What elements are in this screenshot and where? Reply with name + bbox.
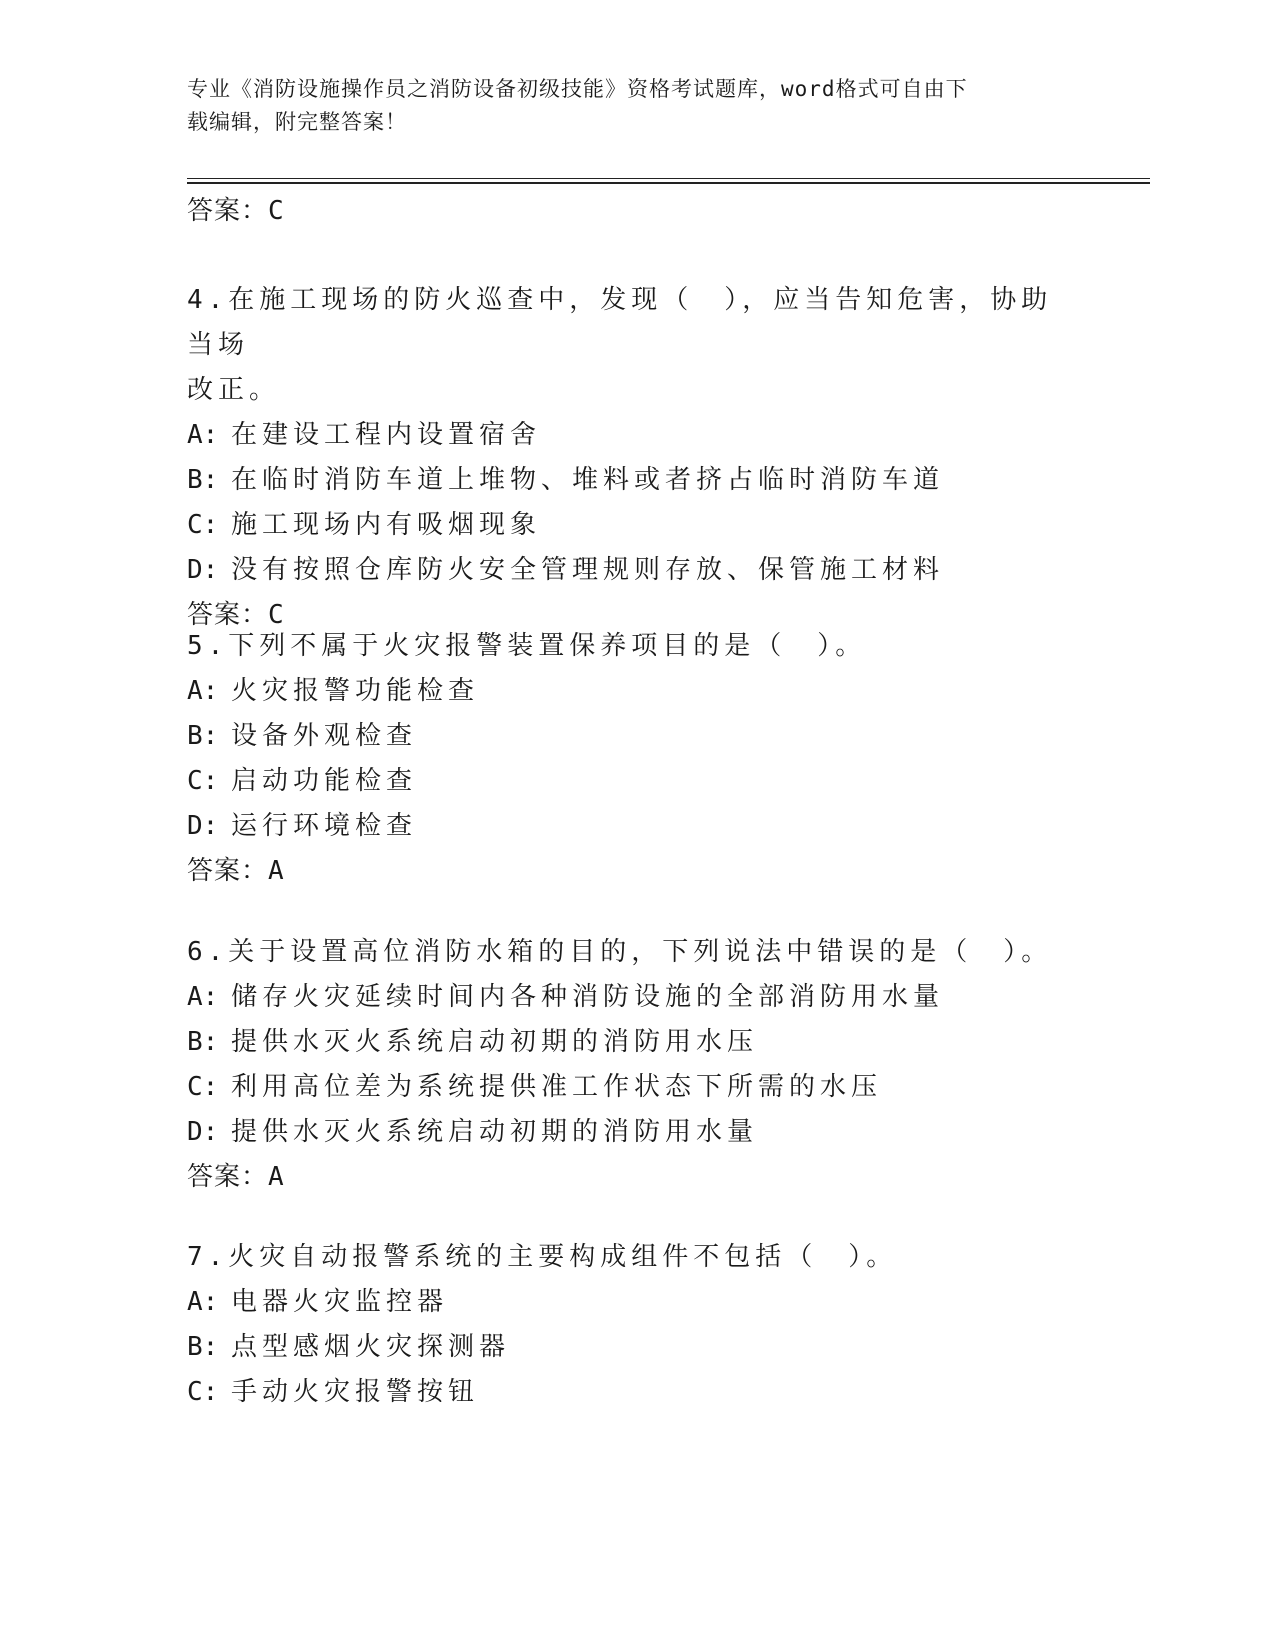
option-key: A: — [187, 420, 219, 450]
option-key: C: — [187, 510, 219, 540]
question-stem: 6.关于设置高位消防水箱的目的，下列说法中错误的是（ ）。 — [187, 937, 1053, 967]
option-text: 启动功能检查 — [231, 766, 418, 796]
answer: 答案：A — [187, 1162, 285, 1192]
page-header — [187, 73, 1087, 139]
question-7 — [187, 1235, 1067, 1415]
option-a — [187, 669, 1067, 714]
option-a — [187, 1280, 1067, 1325]
option-text: 火灾报警功能检查 — [231, 676, 480, 706]
option-key: B: — [187, 1027, 219, 1057]
option-text: 设备外观检查 — [231, 721, 418, 751]
question-stem: 4.在施工现场的防火巡查中，发现（ ），应当告知危害，协助当场 — [187, 285, 1053, 360]
option-key: D: — [187, 1117, 219, 1147]
option-text: 没有按照仓库防火安全管理规则存放、保管施工材料 — [231, 555, 945, 585]
option-b — [187, 1325, 1067, 1370]
option-text: 在临时消防车道上堆物、堆料或者挤占临时消防车道 — [231, 465, 945, 495]
option-text: 运行环境检查 — [231, 811, 418, 841]
answer: 答案：C — [187, 600, 285, 630]
option-key: C: — [187, 1072, 219, 1102]
option-text: 点型感烟火灾探测器 — [231, 1332, 511, 1362]
option-text: 施工现场内有吸烟现象 — [231, 510, 542, 540]
option-c — [187, 503, 1067, 548]
header-divider-thick — [187, 182, 1150, 184]
option-b — [187, 1020, 1067, 1065]
option-key: D: — [187, 555, 219, 585]
option-key: D: — [187, 811, 219, 841]
option-text: 提供水灭火系统启动初期的消防用水量 — [231, 1117, 759, 1147]
option-text: 在建设工程内设置宿舍 — [231, 420, 542, 450]
option-d — [187, 804, 1067, 849]
question-6 — [187, 930, 1067, 1200]
option-text: 利用高位差为系统提供准工作状态下所需的水压 — [231, 1072, 883, 1102]
option-c — [187, 759, 1067, 804]
option-key: C: — [187, 1377, 219, 1407]
option-text: 手动火灾报警按钮 — [231, 1377, 480, 1407]
option-d — [187, 1110, 1067, 1155]
option-key: B: — [187, 465, 219, 495]
option-key: A: — [187, 982, 219, 1012]
option-key: B: — [187, 1332, 219, 1362]
option-key: A: — [187, 1287, 219, 1317]
option-key: C: — [187, 766, 219, 796]
question-4 — [187, 278, 1067, 638]
option-b — [187, 458, 1067, 503]
option-b — [187, 714, 1067, 759]
option-key: B: — [187, 721, 219, 751]
option-text: 储存火灾延续时间内各种消防设施的全部消防用水量 — [231, 982, 945, 1012]
option-c — [187, 1065, 1067, 1110]
option-a — [187, 975, 1067, 1020]
option-text: 电器火灾监控器 — [231, 1287, 449, 1317]
header-line-2: 载编辑，附完整答案！ — [187, 110, 407, 134]
answer-previous-question: 答案：C — [187, 196, 285, 226]
question-5 — [187, 624, 1067, 894]
question-stem: 5.下列不属于火灾报警装置保养项目的是（ ）。 — [187, 631, 867, 661]
option-d — [187, 548, 1067, 593]
option-a — [187, 413, 1067, 458]
option-c — [187, 1370, 1067, 1415]
option-text: 提供水灭火系统启动初期的消防用水压 — [231, 1027, 759, 1057]
header-divider-thin — [187, 178, 1150, 179]
question-stem: 7.火灾自动报警系统的主要构成组件不包括（ ）。 — [187, 1242, 898, 1272]
answer: 答案：A — [187, 856, 285, 886]
header-line-1: 专业《消防设施操作员之消防设备初级技能》资格考试题库，word格式可自由下 — [187, 77, 968, 101]
option-key: A: — [187, 676, 219, 706]
question-stem-continued: 改正。 — [187, 375, 281, 405]
